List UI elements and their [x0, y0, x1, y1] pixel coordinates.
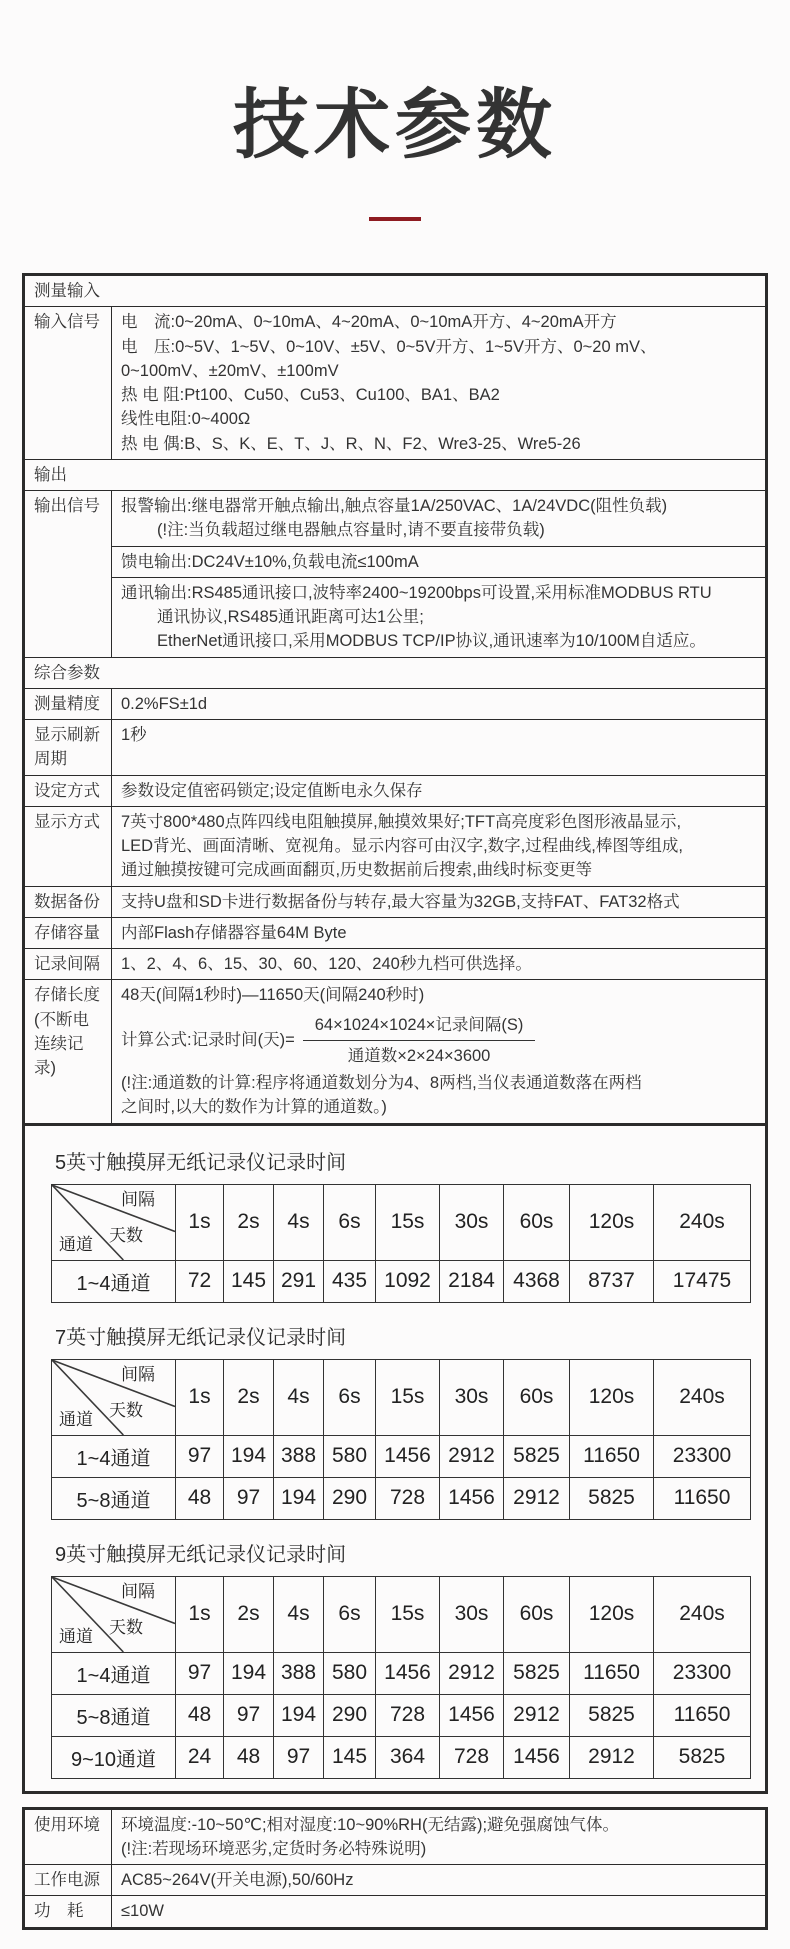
interval-column-header: 6s — [324, 1359, 376, 1435]
channel-row-label: 9~10通道 — [52, 1736, 176, 1778]
storage-length-label-line: (不断电 — [34, 1010, 89, 1029]
days-value-cell: 17475 — [654, 1260, 751, 1302]
days-value-cell: 194 — [274, 1694, 324, 1736]
days-value-cell: 1456 — [440, 1694, 504, 1736]
days-value-cell: 24 — [176, 1736, 224, 1778]
channel-row-label: 5~8通道 — [52, 1477, 176, 1519]
corner-label-days: 天数 — [109, 1225, 143, 1245]
days-value-cell: 290 — [324, 1477, 376, 1519]
alarm-output-note: (!注:当负载超过继电器触点容量时,请不要直接带负载) — [157, 521, 545, 540]
days-value-cell: 11650 — [654, 1477, 751, 1519]
row-label-output-signal: 输出信号 — [24, 491, 112, 658]
display-mode-line: LED背光、画面清晰、宽视角。显示内容可由汉字,数字,过程曲线,棒图等组成, — [121, 837, 683, 855]
days-value-cell: 97 — [224, 1477, 274, 1519]
days-value-cell: 145 — [324, 1736, 376, 1778]
spec-table — [22, 273, 768, 1126]
days-value-cell: 580 — [324, 1652, 376, 1694]
corner-label-days: 天数 — [109, 1400, 143, 1420]
accuracy-value: 0.2%FS±1d — [112, 688, 767, 719]
days-value-cell: 5825 — [570, 1694, 654, 1736]
record-table — [51, 1359, 751, 1520]
input-signal-line: 电 流:0~20mA、0~10mA、4~20mA、0~10mA开方、4~20mA开方 — [121, 313, 617, 332]
data-backup-value: 支持U盘和SD卡进行数据备份与转存,最大容量为32GB,支持FAT、FAT32格式 — [112, 886, 767, 917]
interval-column-header: 240s — [654, 1359, 751, 1435]
days-value-cell: 2912 — [504, 1477, 570, 1519]
row-output-signal-alarm — [24, 491, 767, 547]
row-power-supply — [24, 1865, 767, 1896]
environment-line: 环境温度:-10~50℃;相对湿度:10~90%RH(无结露);避免强腐蚀气体。 — [121, 1815, 620, 1834]
days-value-cell: 97 — [224, 1694, 274, 1736]
channel-row-label: 1~4通道 — [52, 1652, 176, 1694]
comm-output-line: 通讯输出:RS485通讯接口,波特率2400~19200bps可设置,采用标准MODBUS RTU — [121, 583, 712, 602]
interval-column-header: 240s — [654, 1576, 751, 1652]
input-signal-line: 热 电 偶:B、S、K、E、T、J、R、N、F2、Wre3-25、Wre5-26 — [121, 434, 581, 453]
row-storage-capacity — [24, 917, 767, 948]
row-label-power-consumption: 功 耗 — [24, 1896, 112, 1928]
record-table-data-row — [52, 1694, 751, 1736]
setting-mode-value: 参数设定值密码锁定;设定值断电永久保存 — [112, 775, 767, 806]
corner-label-days: 天数 — [109, 1617, 143, 1637]
interval-column-header: 2s — [224, 1576, 274, 1652]
record-table — [51, 1576, 751, 1779]
formula-prefix: 计算公式:记录时间(天)= — [121, 1031, 295, 1050]
row-label-environment: 使用环境 — [24, 1808, 112, 1865]
section-row-measure-input — [24, 275, 767, 307]
storage-length-note-line: (!注:通道数的计算:程序将通道数划分为4、8两档,当仪表通道数落在两档 — [121, 1074, 642, 1092]
feed-output-value: 馈电输出:DC24V±10%,负载电流≤100mA — [112, 546, 767, 577]
days-value-cell: 728 — [376, 1477, 440, 1519]
days-value-cell: 435 — [324, 1260, 376, 1302]
days-value-cell: 8737 — [570, 1260, 654, 1302]
diagonal-header-cell — [52, 1576, 176, 1652]
storage-length-range: 48天(间隔1秒时)—11650天(间隔240秒时) — [121, 986, 425, 1005]
days-value-cell: 728 — [376, 1694, 440, 1736]
page-title: 技术参数 — [233, 83, 557, 168]
corner-label-interval: 间隔 — [121, 1581, 155, 1601]
interval-column-header: 120s — [570, 1359, 654, 1435]
row-label-data-backup: 数据备份 — [24, 886, 112, 917]
row-display-mode — [24, 806, 767, 886]
row-accuracy — [24, 688, 767, 719]
interval-column-header: 1s — [176, 1184, 224, 1260]
corner-label-interval: 间隔 — [121, 1189, 155, 1209]
environment-table — [22, 1807, 768, 1930]
channel-row-label: 1~4通道 — [52, 1435, 176, 1477]
days-value-cell: 48 — [176, 1694, 224, 1736]
days-value-cell: 97 — [274, 1736, 324, 1778]
row-label-storage-length — [24, 980, 112, 1124]
section-row-output — [24, 459, 767, 490]
comm-output-line: 通讯协议,RS485通讯距离可达1公里; — [157, 608, 424, 626]
record-table-data-row — [52, 1477, 751, 1519]
days-value-cell: 1456 — [504, 1736, 570, 1778]
record-table-header-row — [52, 1359, 751, 1435]
record-table-title: 9英寸触摸屏无纸记录仪记录时间 — [55, 1543, 347, 1566]
corner-label-interval: 间隔 — [121, 1364, 155, 1384]
days-value-cell: 145 — [224, 1260, 274, 1302]
days-value-cell: 290 — [324, 1694, 376, 1736]
days-value-cell: 194 — [274, 1477, 324, 1519]
storage-length-label-line: 连续记录) — [34, 1034, 84, 1077]
interval-column-header: 15s — [376, 1184, 440, 1260]
row-storage-length — [24, 980, 767, 1124]
corner-label-channels: 通道 — [59, 1234, 93, 1254]
record-table-data-row — [52, 1260, 751, 1302]
interval-column-header: 120s — [570, 1576, 654, 1652]
comm-output-line: EtherNet通讯接口,采用MODBUS TCP/IP协议,通讯速率为10/100M自适应。 — [157, 632, 706, 651]
row-label-refresh-period — [24, 720, 112, 776]
display-mode-line: 通过触摸按键可完成画面翻页,历史数据前后搜索,曲线时标变更等 — [121, 861, 593, 880]
days-value-cell: 364 — [376, 1736, 440, 1778]
diagonal-header-cell — [52, 1184, 176, 1260]
formula-fraction — [303, 1013, 536, 1069]
record-interval-value: 1、2、4、6、15、30、60、120、240秒九档可供选择。 — [112, 949, 767, 980]
spec-sheet — [22, 273, 768, 1930]
days-value-cell: 2912 — [504, 1694, 570, 1736]
row-label-setting-mode: 设定方式 — [24, 775, 112, 806]
interval-column-header: 2s — [224, 1359, 274, 1435]
display-mode-line: 7英寸800*480点阵四线电阻触摸屏,触摸效果好;TFT高亮度彩色图形液晶显示, — [121, 812, 682, 831]
days-value-cell: 23300 — [654, 1652, 751, 1694]
days-value-cell: 23300 — [654, 1435, 751, 1477]
days-value-cell: 2912 — [570, 1736, 654, 1778]
days-value-cell: 728 — [440, 1736, 504, 1778]
days-value-cell: 1092 — [376, 1260, 440, 1302]
days-value-cell: 291 — [274, 1260, 324, 1302]
interval-column-header: 1s — [176, 1359, 224, 1435]
input-signal-value — [112, 307, 767, 460]
input-signal-line: 0~100mV、±20mV、±100mV — [121, 361, 339, 380]
row-environment — [24, 1808, 767, 1865]
days-value-cell: 2184 — [440, 1260, 504, 1302]
interval-column-header: 4s — [274, 1184, 324, 1260]
days-value-cell: 1456 — [376, 1652, 440, 1694]
section-header-general: 综合参数 — [24, 657, 767, 688]
formula-denominator: 通道数×2×24×3600 — [347, 1046, 491, 1065]
row-output-signal-feed — [24, 546, 767, 577]
record-table-title: 7英寸触摸屏无纸记录仪记录时间 — [55, 1326, 347, 1349]
record-time-formula — [121, 1013, 757, 1069]
interval-column-header: 4s — [274, 1359, 324, 1435]
record-table-data-row — [52, 1652, 751, 1694]
days-value-cell: 194 — [224, 1652, 274, 1694]
interval-column-header: 30s — [440, 1184, 504, 1260]
days-value-cell: 388 — [274, 1652, 324, 1694]
environment-note: (!注:若现场环境恶劣,定货时务必特殊说明) — [121, 1839, 427, 1858]
row-setting-mode — [24, 775, 767, 806]
interval-column-header: 30s — [440, 1576, 504, 1652]
record-table-section — [25, 1321, 765, 1520]
interval-column-header: 30s — [440, 1359, 504, 1435]
row-input-signal — [24, 307, 767, 460]
days-value-cell: 1456 — [376, 1435, 440, 1477]
row-label-input-signal: 输入信号 — [24, 307, 112, 460]
interval-column-header: 15s — [376, 1576, 440, 1652]
power-supply-value: AC85~264V(开关电源),50/60Hz — [112, 1865, 767, 1896]
alarm-output-line: 报警输出:继电器常开触点输出,触点容量1A/250VAC、1A/24VDC(阻性负载) — [121, 497, 668, 515]
section-row-general — [24, 657, 767, 688]
input-signal-line: 热 电 阻:Pt100、Cu50、Cu53、Cu100、BA1、BA2 — [121, 386, 500, 404]
record-table-data-row — [52, 1736, 751, 1778]
interval-column-header: 6s — [324, 1184, 376, 1260]
days-value-cell: 5825 — [504, 1652, 570, 1694]
row-label-storage-capacity: 存储容量 — [24, 917, 112, 948]
days-value-cell: 4368 — [504, 1260, 570, 1302]
corner-label-channels: 通道 — [59, 1626, 93, 1646]
days-value-cell: 580 — [324, 1435, 376, 1477]
record-table-section — [25, 1146, 765, 1303]
storage-length-note-line: 之间时,以大的数作为计算的通道数。) — [121, 1098, 387, 1117]
interval-column-header: 120s — [570, 1184, 654, 1260]
days-value-cell: 2912 — [440, 1435, 504, 1477]
row-output-signal-comm — [24, 577, 767, 657]
interval-column-header: 6s — [324, 1576, 376, 1652]
corner-label-channels: 通道 — [59, 1409, 93, 1429]
power-consumption-value: ≤10W — [112, 1896, 767, 1928]
storage-capacity-value: 内部Flash存储器容量64M Byte — [112, 917, 767, 948]
row-power-consumption — [24, 1896, 767, 1928]
section-header-measure-input: 测量输入 — [24, 275, 767, 307]
row-label-power-supply: 工作电源 — [24, 1865, 112, 1896]
interval-column-header: 60s — [504, 1359, 570, 1435]
input-signal-line: 电 压:0~5V、1~5V、0~10V、±5V、0~5V开方、1~5V开方、0~20 mV、 — [121, 337, 657, 356]
row-record-interval — [24, 949, 767, 980]
days-value-cell: 1456 — [440, 1477, 504, 1519]
interval-column-header: 60s — [504, 1576, 570, 1652]
section-header-output: 输出 — [24, 459, 767, 490]
record-table-header-row — [52, 1576, 751, 1652]
row-label-display-mode: 显示方式 — [24, 806, 112, 886]
days-value-cell: 5825 — [504, 1435, 570, 1477]
row-data-backup — [24, 886, 767, 917]
days-value-cell: 11650 — [654, 1694, 751, 1736]
interval-column-header: 15s — [376, 1359, 440, 1435]
days-value-cell: 5825 — [570, 1477, 654, 1519]
days-value-cell: 11650 — [570, 1652, 654, 1694]
days-value-cell: 97 — [176, 1435, 224, 1477]
refresh-label-line: 周期 — [34, 750, 67, 769]
interval-column-header: 240s — [654, 1184, 751, 1260]
days-value-cell: 194 — [224, 1435, 274, 1477]
storage-length-label-line: 存储长度 — [34, 986, 100, 1005]
alarm-output-value — [112, 491, 767, 547]
days-value-cell: 72 — [176, 1260, 224, 1302]
row-refresh-period — [24, 720, 767, 776]
page-header — [0, 0, 790, 221]
record-table — [51, 1184, 751, 1303]
interval-column-header: 2s — [224, 1184, 274, 1260]
refresh-period-value: 1秒 — [112, 720, 767, 776]
environment-value — [112, 1808, 767, 1865]
days-value-cell: 5825 — [654, 1736, 751, 1778]
record-table-section — [25, 1538, 765, 1779]
days-value-cell: 48 — [176, 1477, 224, 1519]
display-mode-value — [112, 806, 767, 886]
days-value-cell: 2912 — [440, 1652, 504, 1694]
interval-column-header: 60s — [504, 1184, 570, 1260]
diagonal-header-cell — [52, 1359, 176, 1435]
channel-row-label: 1~4通道 — [52, 1260, 176, 1302]
row-label-accuracy: 测量精度 — [24, 688, 112, 719]
interval-column-header: 1s — [176, 1576, 224, 1652]
formula-numerator: 64×1024×1024×记录间隔(S) — [303, 1013, 536, 1041]
record-table-title: 5英寸触摸屏无纸记录仪记录时间 — [55, 1151, 347, 1174]
comm-output-value — [112, 577, 767, 657]
record-table-data-row — [52, 1435, 751, 1477]
refresh-label-line: 显示刷新 — [34, 726, 100, 744]
input-signal-line: 线性电阻:0~400Ω — [121, 410, 251, 429]
channel-row-label: 5~8通道 — [52, 1694, 176, 1736]
days-value-cell: 48 — [224, 1736, 274, 1778]
row-label-record-interval: 记录间隔 — [24, 949, 112, 980]
days-value-cell: 97 — [176, 1652, 224, 1694]
record-table-header-row — [52, 1184, 751, 1260]
record-times-box — [22, 1126, 768, 1794]
days-value-cell: 11650 — [570, 1435, 654, 1477]
interval-column-header: 4s — [274, 1576, 324, 1652]
storage-length-value — [112, 980, 767, 1124]
title-accent-dash — [369, 217, 421, 221]
days-value-cell: 388 — [274, 1435, 324, 1477]
